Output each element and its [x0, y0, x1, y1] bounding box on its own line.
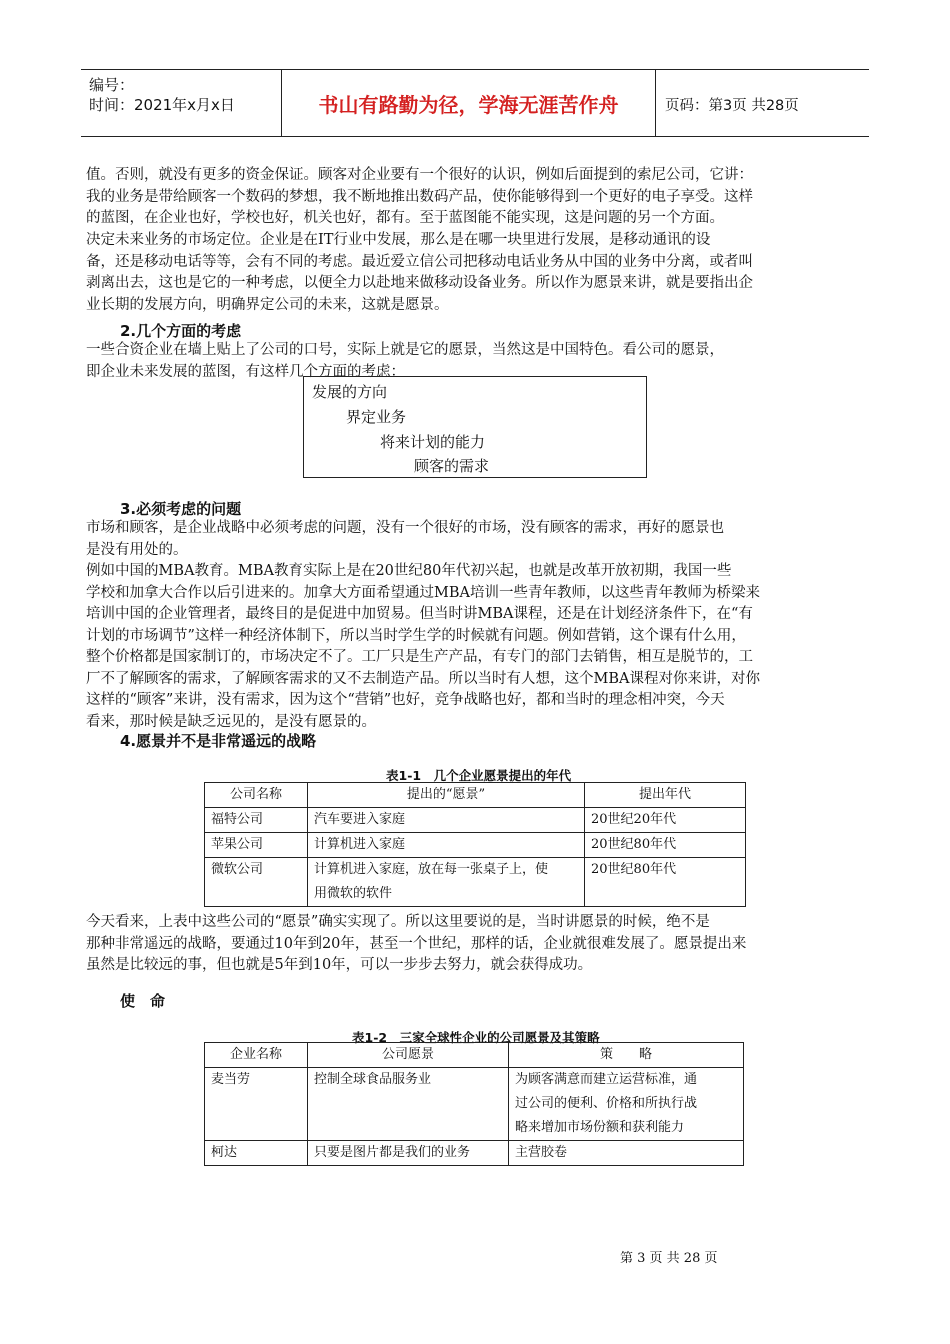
table2	[204, 1042, 744, 1166]
table-cell: 控制全球食品服务业	[308, 1068, 509, 1141]
table-cell: 只要是图片都是我们的业务	[308, 1141, 509, 1166]
text-line: 看来，那时候是缺乏远见的，是没有愿景的。	[86, 713, 376, 730]
text-line: 整个价格都是国家制订的，市场决定不了。工厂只是生产产品，有专门的部门去销售，相互是脱节的，工	[86, 649, 753, 665]
paragraph-4	[86, 518, 862, 561]
text-line: 我的业务是带给顾客一个数码的梦想，我不断地推出数码产品，使你能够得到一个更好的电子享受。这样	[86, 188, 753, 205]
section-heading-2: 2.几个方面的考虑	[120, 322, 242, 340]
text-line: 即企业未来发展的蓝图，有这样几个方面的考虑：	[86, 363, 405, 380]
table-cell: 麦当劳	[205, 1068, 308, 1141]
table-header: 公司愿景	[308, 1043, 509, 1068]
cell-line: 略来增加市场份额和获利能力	[515, 1120, 685, 1135]
table-cell: 汽车要进入家庭	[308, 808, 585, 833]
table1	[204, 782, 746, 907]
text-line: 例如中国的MBA教育。MBA教育实际上是在20世纪80年代初兴起，也就是改革开放初期，我国一些	[86, 563, 732, 579]
date-label: 时间：2021年x月x日	[89, 96, 235, 114]
cell-line: 用微软的软件	[314, 886, 393, 901]
text-line: 一些合资企业在墙上贴上了公司的口号，实际上就是它的愿景，当然这是中国特色。看公司的愿景，	[86, 342, 724, 358]
box-item: 顾客的需求	[414, 457, 490, 475]
table-cell: 微软公司	[205, 858, 308, 907]
text-line: 计划的市场调节”这样一种经济体制下，所以当时学生学的时候就有问题。例如营销，这个课有什么用，	[86, 627, 746, 644]
page-header	[81, 69, 869, 137]
table2-caption: 表1-2 三家全球性企业的公司愿景及其策略	[352, 1030, 600, 1045]
text-line: 的蓝图，在企业也好，学校也好，机关也好，都有。至于蓝图能不能实现，这是问题的另一个方面。	[86, 210, 724, 226]
table-row	[205, 1141, 744, 1166]
paragraph-6	[86, 912, 862, 977]
table-cell: 20世纪80年代	[585, 833, 746, 858]
cell-line: 为顾客满意而建立运营标准，通	[515, 1072, 698, 1087]
table-header-row	[205, 783, 746, 808]
text-line: 学校和加拿大合作以后引进来的。加拿大方面希望通过MBA培训一些青年教师，以这些青年教师为桥梁来	[86, 584, 760, 601]
table-cell: 主营胶卷	[509, 1141, 744, 1166]
text-line: 那种非常遥远的战略，要通过10年到20年，甚至一个世纪，那样的话，企业就很难发展了。愿景提出来	[86, 935, 747, 952]
paragraph-1	[86, 165, 862, 230]
number-label: 编号：	[89, 76, 135, 94]
box-item: 界定业务	[346, 408, 407, 426]
table-cell	[509, 1068, 744, 1141]
text-line: 厂不了解顾客的需求，了解顾客需求的又不去制造产品。所以当时有人想，这个MBA课程对你来讲，对你	[86, 670, 760, 687]
motto: 书山有路勤为径，学海无涯苦作舟	[282, 70, 656, 136]
cell-line: 计算机进入家庭，放在每一张桌子上，使	[314, 862, 549, 877]
text-line: 业长期的发展方向，明确界定公司的未来，这就是愿景。	[86, 296, 449, 313]
section-heading-3: 3.必须考虑的问题	[120, 500, 242, 518]
table-header-row	[205, 1043, 744, 1068]
table-cell: 苹果公司	[205, 833, 308, 858]
considerations-box	[303, 376, 647, 478]
box-item: 发展的方向	[312, 383, 388, 401]
table-cell: 计算机进入家庭	[308, 833, 585, 858]
text-line: 是没有用处的。	[86, 541, 188, 558]
table-cell: 福特公司	[205, 808, 308, 833]
table-row	[205, 1068, 744, 1141]
cell-line: 过公司的便利、价格和所执行战	[515, 1096, 698, 1111]
table-header: 公司名称	[205, 783, 308, 808]
page-label: 页码：第3页 共28页	[665, 98, 799, 114]
table-row	[205, 833, 746, 858]
section-heading-mission: 使 命	[120, 992, 166, 1010]
table-header: 策 略	[509, 1043, 744, 1068]
table1-caption: 表1-1 几个企业愿景提出的年代	[386, 768, 572, 783]
paragraph-2	[86, 230, 862, 316]
text-line: 市场和顾客，是企业战略中必须考虑的问题，没有一个很好的市场，没有顾客的需求，再好的愿景也	[86, 520, 724, 536]
table-header: 企业名称	[205, 1043, 308, 1068]
table-cell: 20世纪20年代	[585, 808, 746, 833]
table-cell	[308, 858, 585, 907]
table-header: 提出的“愿景”	[308, 783, 585, 808]
table-header: 提出年代	[585, 783, 746, 808]
text-line: 培训中国的企业管理者，最终目的是促进中加贸易。但当时讲MBA课程，还是在计划经济条件下，在“有	[86, 606, 753, 622]
table-row	[205, 858, 746, 907]
header-meta	[81, 70, 282, 136]
text-line: 虽然是比较远的事，但也就是5年到10年，可以一步步去努力，就会获得成功。	[86, 957, 593, 973]
table-cell: 20世纪80年代	[585, 858, 746, 907]
box-item: 将来计划的能力	[380, 433, 486, 451]
page-footer: 第 3 页 共 28 页	[620, 1251, 718, 1266]
text-line: 今天看来，上表中这些公司的“愿景”确实实现了。所以这里要说的是，当时讲愿景的时候，绝不是	[86, 914, 710, 930]
text-line: 决定未来业务的市场定位。企业是在IT行业中发展，那么是在哪一块里进行发展，是移动通讯的设	[86, 232, 711, 248]
text-line: 值。否则，就没有更多的资金保证。顾客对企业要有一个很好的认识，例如后面提到的索尼公司，它讲：	[86, 167, 753, 183]
text-line: 备，还是移动电话等等，会有不同的考虑。最近爱立信公司把移动电话业务从中国的业务中分离，或者叫	[86, 253, 753, 270]
text-line: 这样的“顾客”来讲，没有需求，因为这个“营销”也好，竞争战略也好，都和当时的理念相冲突，今天	[86, 692, 725, 708]
text-line: 剥离出去，这也是它的一种考虑，以便全力以赴地来做移动设备业务。所以作为愿景来讲，就是要指出企	[86, 275, 753, 291]
section-heading-4: 4.愿景并不是非常遥远的战略	[120, 732, 317, 750]
table-row	[205, 808, 746, 833]
paragraph-5	[86, 561, 862, 733]
table-cell: 柯达	[205, 1141, 308, 1166]
